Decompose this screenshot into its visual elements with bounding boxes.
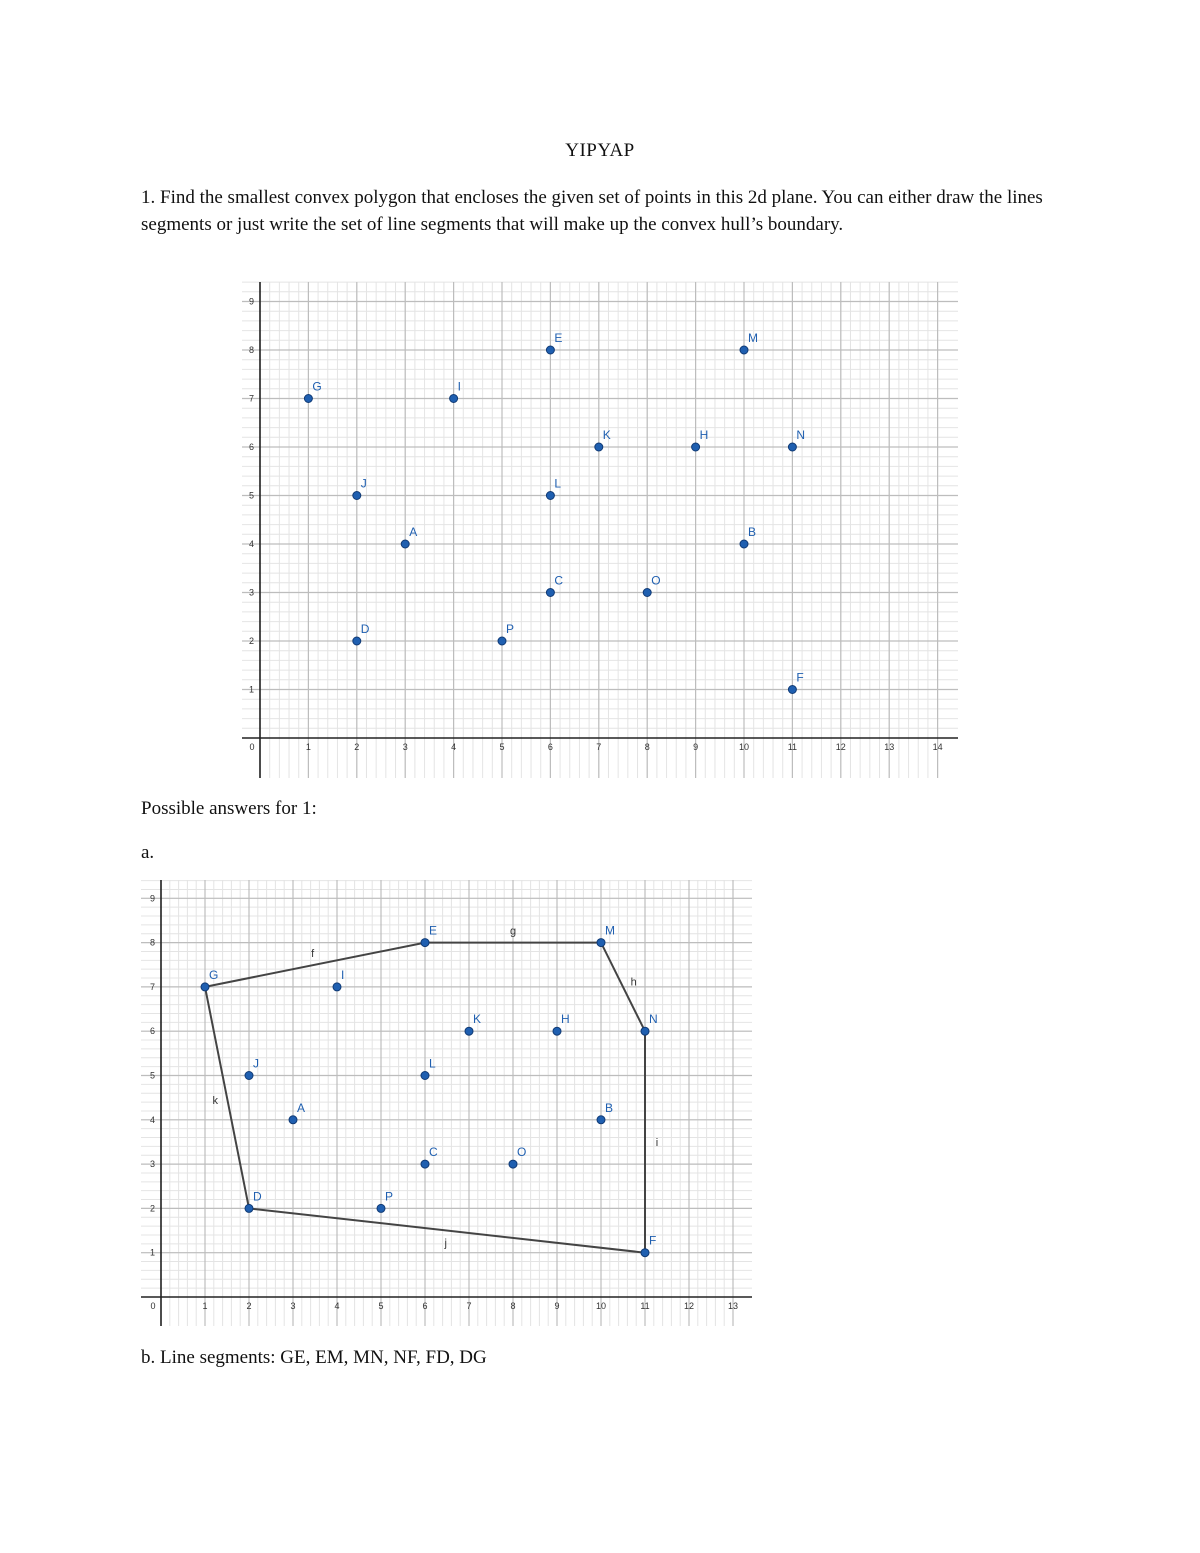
x-tick-label: 6: [547, 742, 553, 752]
point-label: N: [649, 1012, 658, 1027]
x-tick-label: 10: [595, 1301, 607, 1311]
data-point: [421, 1072, 429, 1080]
data-point: [597, 939, 605, 947]
data-point: [553, 1027, 561, 1035]
x-tick-label: 1: [305, 742, 311, 752]
segment-label: i: [655, 1136, 659, 1149]
point-label: K: [473, 1012, 482, 1027]
data-point: [289, 1116, 297, 1124]
point-label: M: [748, 331, 758, 345]
segment-label: g: [509, 925, 517, 938]
point-label: J: [253, 1056, 259, 1071]
point-label: I: [457, 379, 461, 394]
y-tick-label: 9: [149, 893, 155, 904]
point-label: K: [602, 428, 611, 442]
x-tick-label: 9: [693, 742, 699, 752]
point-label: C: [429, 1145, 438, 1160]
data-point: [201, 983, 209, 991]
point-label: G: [312, 379, 322, 394]
data-point: [377, 1204, 385, 1212]
x-tick-label: 11: [787, 742, 798, 752]
data-point: [245, 1204, 253, 1212]
y-tick-label: 7: [149, 981, 155, 992]
x-tick-label: 2: [246, 1301, 252, 1311]
segment-label: h: [630, 976, 637, 989]
x-tick-label: 8: [644, 742, 650, 752]
y-tick-label: 3: [149, 1159, 155, 1170]
point-label: A: [409, 525, 418, 539]
data-point: [245, 1072, 253, 1080]
y-tick-label: 9: [248, 296, 254, 307]
x-tick-label: 13: [884, 742, 895, 752]
point-label: M: [605, 923, 615, 938]
point-label: A: [297, 1100, 306, 1115]
possible-answers-label: Possible answers for 1:: [141, 798, 317, 819]
data-point: [641, 1027, 649, 1035]
point-label: P: [506, 622, 515, 636]
x-tick-label: 10: [738, 742, 750, 752]
point-label: E: [429, 923, 438, 938]
y-tick-label: 6: [149, 1026, 155, 1037]
x-tick-label: 7: [466, 1301, 472, 1311]
x-tick-label: 12: [683, 1301, 695, 1311]
y-tick-label: 3: [248, 587, 254, 598]
point-label: O: [651, 573, 661, 588]
x-tick-label: 5: [499, 742, 505, 752]
point-label: F: [649, 1233, 657, 1248]
x-tick-label: 3: [402, 742, 408, 752]
point-label: L: [429, 1056, 436, 1071]
point-label: D: [253, 1189, 262, 1204]
point-label: E: [554, 331, 563, 345]
x-tick-label: 14: [932, 742, 943, 752]
segment-label: j: [444, 1237, 447, 1250]
y-tick-label: 6: [248, 442, 254, 452]
y-tick-label: 1: [149, 1247, 155, 1258]
x-tick-label: 9: [554, 1301, 560, 1311]
x-tick-label: 5: [378, 1301, 384, 1311]
point-label: J: [360, 476, 367, 491]
y-tick-label: 2: [248, 636, 254, 646]
point-label: H: [699, 428, 709, 442]
point-label: D: [360, 622, 370, 636]
y-tick-label: 4: [248, 539, 254, 549]
data-point: [421, 1160, 429, 1168]
y-tick-label: 5: [149, 1070, 155, 1081]
point-label: I: [341, 967, 345, 982]
y-tick-label: 1: [248, 684, 254, 695]
x-tick-label: 3: [290, 1301, 296, 1311]
data-point: [333, 983, 341, 991]
x-tick-label: 12: [835, 742, 846, 752]
x-tick-label: 8: [510, 1301, 516, 1311]
point-label: P: [385, 1189, 394, 1204]
y-tick-label: 5: [248, 490, 254, 501]
x-tick-label: 4: [451, 742, 457, 752]
segment-label: f: [311, 947, 315, 960]
point-label: F: [796, 670, 804, 685]
point-label: B: [748, 525, 757, 539]
x-tick-label: 2: [354, 742, 360, 752]
data-point: [597, 1116, 605, 1124]
y-tick-label: 4: [149, 1114, 155, 1125]
x-tick-label: 4: [334, 1301, 340, 1311]
question-text: 1. Find the smallest convex polygon that encloses the given set of points in this 2d plane. You can either draw the lines segments or just write the set of line segments that will make up the convex hull’s boundary.: [141, 187, 1043, 235]
x-tick-label: 6: [422, 1301, 428, 1311]
answer-b-text: b. Line segments: GE, EM, MN, NF, FD, DG: [141, 1347, 487, 1368]
point-label: B: [605, 1100, 614, 1115]
document-title: YIPYAP: [565, 140, 635, 161]
y-tick-label: 8: [149, 937, 155, 948]
data-point: [509, 1160, 517, 1168]
point-label: H: [561, 1012, 570, 1027]
x-tick-label: 0: [150, 1301, 156, 1311]
segment-label: k: [212, 1094, 218, 1107]
y-tick-label: 7: [248, 393, 254, 404]
point-label: L: [554, 476, 562, 491]
point-label: N: [796, 428, 806, 442]
x-tick-label: 13: [727, 1301, 739, 1311]
data-point: [421, 939, 429, 947]
point-label: G: [209, 967, 219, 982]
point-label: O: [517, 1145, 527, 1160]
y-tick-label: 8: [248, 345, 254, 355]
point-label: C: [554, 573, 564, 588]
x-tick-label: 0: [249, 742, 255, 752]
y-tick-label: 2: [149, 1203, 155, 1214]
x-tick-label: 11: [640, 1301, 650, 1311]
data-point: [641, 1249, 649, 1257]
x-tick-label: 1: [202, 1301, 208, 1311]
data-point: [465, 1027, 473, 1035]
answer-a-label: a.: [141, 842, 155, 863]
x-tick-label: 7: [596, 742, 602, 752]
